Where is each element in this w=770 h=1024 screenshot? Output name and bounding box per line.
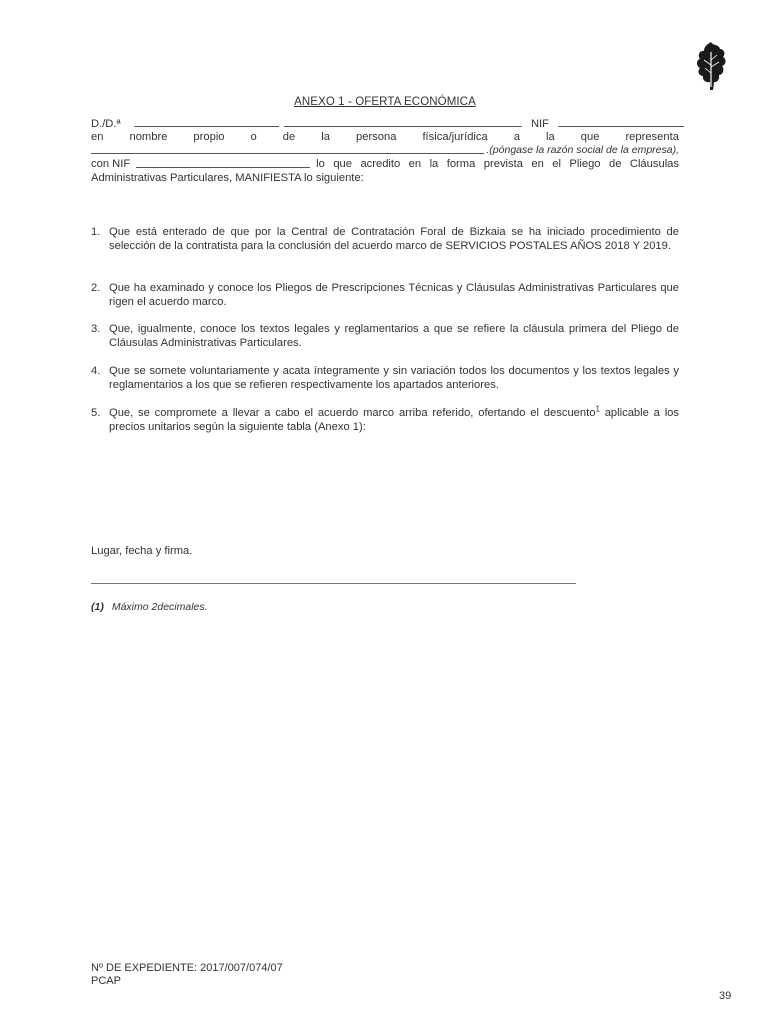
item5-text-before: Que, se compromete a llevar a cabo el acuerdo marco arriba referido, ofertando el descuento	[109, 407, 596, 419]
nif-label: NIF	[530, 118, 549, 130]
nif-field[interactable]	[558, 116, 684, 127]
footnote-number: (1)	[91, 601, 104, 613]
list-item-text	[109, 404, 679, 434]
list-item-number: 4.	[91, 365, 101, 377]
word: persona	[356, 131, 397, 143]
company-name-hint: .(póngase la razón social de la empresa),	[486, 144, 679, 156]
company-nif-field[interactable]	[136, 157, 310, 168]
word: que	[580, 131, 600, 143]
signature-label: Lugar, fecha y firma.	[91, 545, 193, 557]
word: propio	[193, 131, 225, 143]
signature-line[interactable]	[91, 583, 576, 584]
list-item-number: 1.	[91, 226, 101, 238]
list-item-number: 5.	[91, 407, 101, 419]
declarant-name-field[interactable]	[134, 116, 279, 127]
word: nombre	[129, 131, 168, 143]
footnote	[91, 601, 208, 613]
word: la	[546, 131, 555, 143]
company-nif-label: con NIF	[91, 158, 131, 170]
word: de	[282, 131, 296, 143]
footnote-text: Máximo 2decimales.	[111, 601, 208, 613]
word: representa	[625, 131, 679, 143]
oak-leaf-logo-icon	[693, 40, 729, 92]
accreditation-text: lo que acredito en la forma prevista en el Pliego de Cláusulas	[316, 158, 679, 170]
page-footer	[91, 962, 283, 988]
declarant-name-line	[91, 116, 679, 131]
document-code: PCAP	[91, 975, 121, 987]
declarant-surname-field[interactable]	[284, 116, 522, 127]
page-number: 39	[719, 990, 732, 1002]
list-item-text: Que se somete voluntariamente y acata íntegramente y sin variación todos los documentos y los textos legales y reglamentarios a los que se refieren respectivamente los apartados anteriores.	[109, 365, 679, 391]
company-name-line	[91, 143, 679, 157]
word: o	[250, 131, 257, 143]
list-item-text: Que está enterado de que por la Central de Contratación Foral de Bizkaia se ha iniciado procedimiento de selección de la contratista para la conclusión del acuerdo marco de SERVICIOS POSTALES AÑOS 2018 Y 2019.	[109, 226, 679, 252]
representation-line	[91, 130, 679, 144]
list-item-text: Que ha examinado y conoce los Pliegos de Prescripciones Técnicas y Cláusulas Administrativas Particulares que rigen el acuerdo marco.	[109, 282, 679, 308]
list-item-number: 3.	[91, 323, 101, 335]
company-name-field[interactable]	[91, 143, 484, 154]
word: en	[91, 131, 104, 143]
document-title: ANEXO 1 - OFERTA ECONÓMICA	[294, 96, 476, 108]
manifesta-line: Administrativas Particulares, MANIFIESTA lo siguiente:	[91, 172, 364, 184]
company-nif-line	[91, 157, 679, 171]
declarant-label: D./D.ª	[91, 118, 121, 130]
list-item-text: Que, igualmente, conoce los textos legales y reglamentarios a que se refiere la cláusula primera del Pliego de Cláusulas Administrativas Particulares.	[109, 323, 679, 349]
footnote-ref: 1	[595, 404, 600, 414]
file-number: Nº DE EXPEDIENTE: 2017/007/074/07	[91, 962, 283, 974]
word: física/jurídica	[422, 131, 488, 143]
word: a	[513, 131, 520, 143]
list-item-number: 2.	[91, 282, 101, 294]
item5-text-after: aplicable a los precios unitarios según la siguiente tabla (Anexo 1):	[109, 407, 679, 433]
word: la	[321, 131, 330, 143]
